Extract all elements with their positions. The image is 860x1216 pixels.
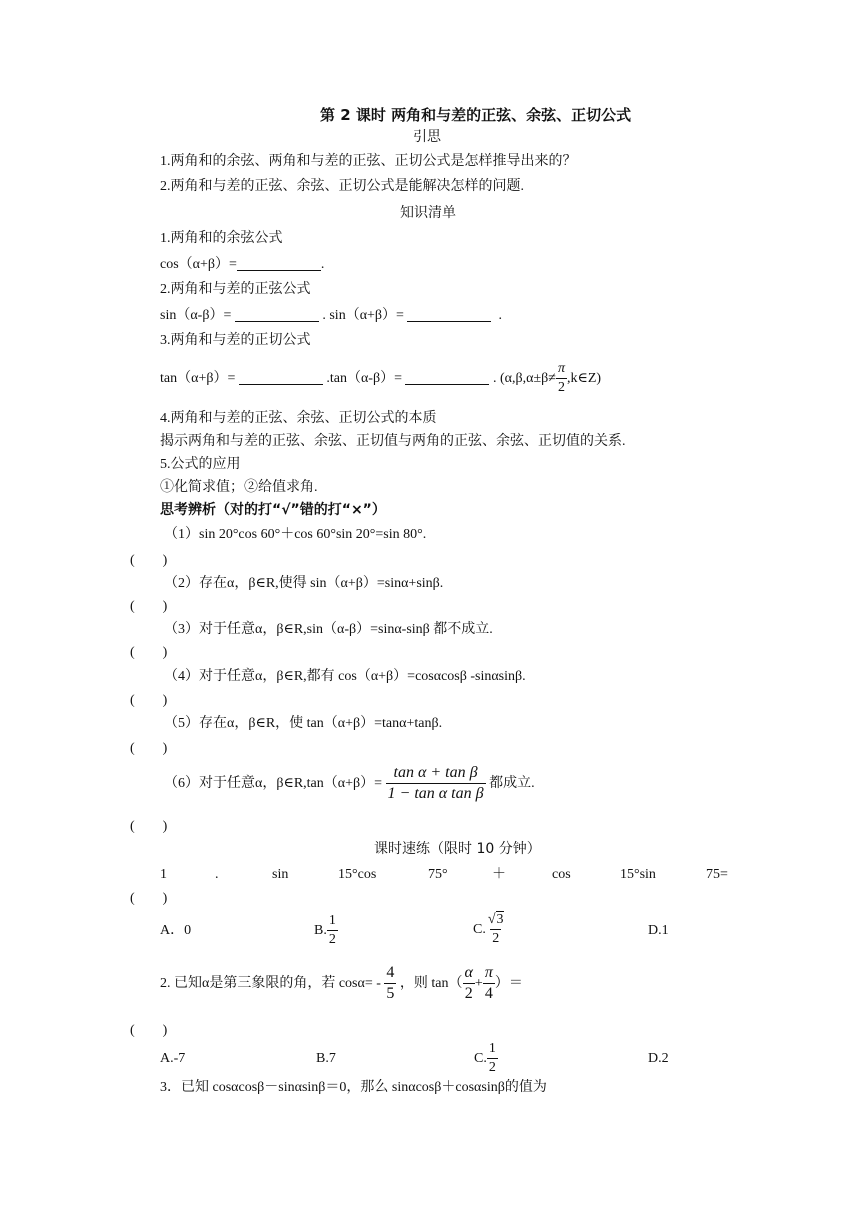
period: . bbox=[320, 257, 325, 272]
sikao-item-6 bbox=[164, 762, 535, 806]
cos-sum-label: cos（α+β）= bbox=[160, 257, 237, 272]
q2-mid: ，则 tan（ bbox=[399, 976, 463, 991]
answer-parentheses[interactable]: ( ) bbox=[130, 741, 168, 756]
fraction-denominator: 1 − tan α tan β bbox=[387, 785, 484, 803]
zhishi-section-5-title: 5.公式的应用 bbox=[160, 457, 241, 472]
fraction-denominator: 4 bbox=[484, 985, 493, 1003]
kushi-q3: 3．已知 cosαcosβ－sinαsinβ＝0，那么 sinαcosβ＋cosαsinβ的值为 bbox=[160, 1080, 547, 1095]
zhishi-section-1-title: 1.两角和的余弦公式 bbox=[160, 231, 283, 246]
kushi-q1-part: 15°cos bbox=[338, 867, 377, 882]
pi-over-4-fraction bbox=[483, 965, 495, 1002]
sikao-item-4: （4）对于任意α，β∈R,都有 cos（α+β）=cosαcosβ -sinαsinβ. bbox=[164, 669, 526, 684]
kushi-q1-part: cos bbox=[552, 867, 571, 882]
q1-option-c[interactable] bbox=[473, 910, 506, 950]
sikao-item-5: （5）存在α，β∈R，使 tan（α+β）=tanα+tanβ. bbox=[164, 716, 443, 731]
zhishi-section-5-text: ①化简求值；②给值求角. bbox=[160, 480, 318, 495]
answer-parentheses[interactable]: ( ) bbox=[130, 819, 168, 834]
fraction-numerator: π bbox=[557, 361, 565, 377]
sikao-item-6-post: 都成立. bbox=[489, 776, 535, 791]
fraction-numerator: 4 bbox=[386, 964, 395, 982]
kushi-q1-part: . bbox=[215, 867, 219, 882]
q2-post: ）＝ bbox=[494, 976, 523, 991]
fraction-denominator: 5 bbox=[386, 985, 395, 1003]
sin-plus-label: . sin（α+β）= bbox=[322, 308, 404, 323]
fraction-denominator: 2 bbox=[557, 380, 565, 396]
tan-condition-pre: . (α,β,α±β≠ bbox=[492, 371, 556, 386]
sqrt-radicand: 3 bbox=[496, 912, 504, 928]
answer-parentheses[interactable]: ( ) bbox=[130, 891, 168, 906]
fraction-denominator: 2 bbox=[464, 985, 473, 1003]
tan-plus-label: tan（α+β）= bbox=[160, 371, 236, 386]
plus-sign: + bbox=[474, 976, 483, 991]
answer-blank[interactable] bbox=[237, 256, 321, 271]
yinsi-question-1: 1.两角和的余弦、两角和与差的正弦、正切公式是怎样推导出来的？ bbox=[160, 154, 577, 169]
yinsi-question-2: 2.两角和与差的正弦、余弦、正切公式是能解决怎样的问题. bbox=[160, 179, 524, 194]
q2-option-d[interactable]: D.2 bbox=[648, 1051, 669, 1066]
q1-option-d[interactable]: D.1 bbox=[648, 923, 669, 938]
sqrt3-over-2-fraction bbox=[486, 913, 506, 946]
four-fifths-fraction bbox=[384, 965, 396, 1002]
zhishi-section-4-text: 揭示两角和与差的正弦、余弦、正切值与两角的正弦、余弦、正切值的关系. bbox=[160, 434, 626, 449]
section-heading-sikao: 思考辨析（对的打“√”错的打“×”） bbox=[160, 502, 386, 518]
tan-minus-label: .tan（α-β）= bbox=[326, 371, 402, 386]
q1-option-b[interactable] bbox=[314, 913, 338, 949]
q2-pre: 2. 已知α是第三象限的角，若 cosα= - bbox=[160, 976, 381, 991]
sikao-item-6-pre: （6）对于任意α，β∈R,tan（α+β）= bbox=[164, 776, 383, 791]
kushi-q1-part: 15°sin bbox=[620, 867, 656, 882]
one-half-fraction bbox=[327, 914, 338, 947]
answer-blank[interactable] bbox=[239, 370, 323, 385]
zhishi-section-4-title: 4.两角和与差的正弦、余弦、正切公式的本质 bbox=[160, 411, 437, 426]
answer-parentheses[interactable]: ( ) bbox=[130, 693, 168, 708]
option-label: C. bbox=[473, 922, 486, 937]
sikao-item-3: （3）对于任意α，β∈R,sin（α-β）=sinα-sinβ 都不成立. bbox=[164, 622, 493, 637]
fraction-numerator: π bbox=[484, 964, 493, 982]
fraction-denominator: 2 bbox=[328, 932, 336, 948]
one-half-fraction bbox=[487, 1042, 498, 1075]
sin-formula-line bbox=[160, 307, 502, 325]
alpha-over-2-fraction bbox=[463, 965, 475, 1002]
kushi-q1-part: sin bbox=[272, 867, 289, 882]
sin-minus-label: sin（α-β）= bbox=[160, 308, 232, 323]
answer-blank[interactable] bbox=[235, 307, 319, 322]
option-label: B. bbox=[314, 923, 327, 938]
answer-blank[interactable] bbox=[405, 370, 489, 385]
page-title: 第 2 课时 两角和与差的正弦、余弦、正切公式 bbox=[320, 106, 632, 124]
answer-parentheses[interactable]: ( ) bbox=[130, 645, 168, 660]
fraction-numerator: √3 bbox=[487, 912, 504, 928]
tan-condition-post: ,k∈Z) bbox=[566, 371, 602, 386]
tan-formula-line bbox=[160, 360, 601, 398]
fraction-numerator: 1 bbox=[328, 913, 336, 929]
zhishi-section-3-title: 3.两角和与差的正切公式 bbox=[160, 333, 311, 348]
q2-option-c[interactable] bbox=[474, 1041, 498, 1077]
kushi-q1-part: 75= bbox=[706, 867, 728, 882]
q2-option-b[interactable]: B.7 bbox=[316, 1051, 336, 1066]
q2-option-a[interactable]: A.-7 bbox=[160, 1051, 186, 1066]
kushi-q1-part: 1 bbox=[160, 867, 167, 882]
sikao-item-2: （2）存在α，β∈R,使得 sin（α+β）=sinα+sinβ. bbox=[164, 576, 444, 591]
period: . bbox=[494, 308, 502, 323]
section-heading-yinsi: 引思 bbox=[413, 129, 441, 145]
answer-parentheses[interactable]: ( ) bbox=[130, 1023, 168, 1038]
section-heading-zhishi: 知识清单 bbox=[400, 205, 456, 221]
fraction-numerator: tan α + tan β bbox=[393, 764, 478, 782]
cos-sum-formula-line bbox=[160, 256, 324, 274]
sikao-item-1: （1）sin 20°cos 60°＋cos 60°sin 20°=sin 80°. bbox=[164, 527, 427, 542]
answer-blank[interactable] bbox=[407, 307, 491, 322]
section-heading-kushi: 课时速练（限时 10 分钟） bbox=[374, 841, 541, 857]
tan-sum-fraction bbox=[386, 765, 486, 802]
answer-parentheses[interactable]: ( ) bbox=[130, 553, 168, 568]
kushi-q1-part: ＋ bbox=[492, 867, 506, 882]
kushi-q2 bbox=[160, 964, 523, 1004]
fraction-denominator: 2 bbox=[488, 1060, 496, 1076]
pi-over-2-fraction bbox=[556, 362, 567, 395]
option-label: C. bbox=[474, 1051, 487, 1066]
q1-option-a[interactable]: A．0 bbox=[160, 923, 192, 938]
fraction-denominator: 2 bbox=[492, 931, 500, 947]
answer-parentheses[interactable]: ( ) bbox=[130, 599, 168, 614]
fraction-numerator: α bbox=[464, 964, 473, 982]
fraction-numerator: 1 bbox=[488, 1041, 496, 1057]
kushi-q1-part: 75° bbox=[428, 867, 448, 882]
zhishi-section-2-title: 2.两角和与差的正弦公式 bbox=[160, 282, 311, 297]
